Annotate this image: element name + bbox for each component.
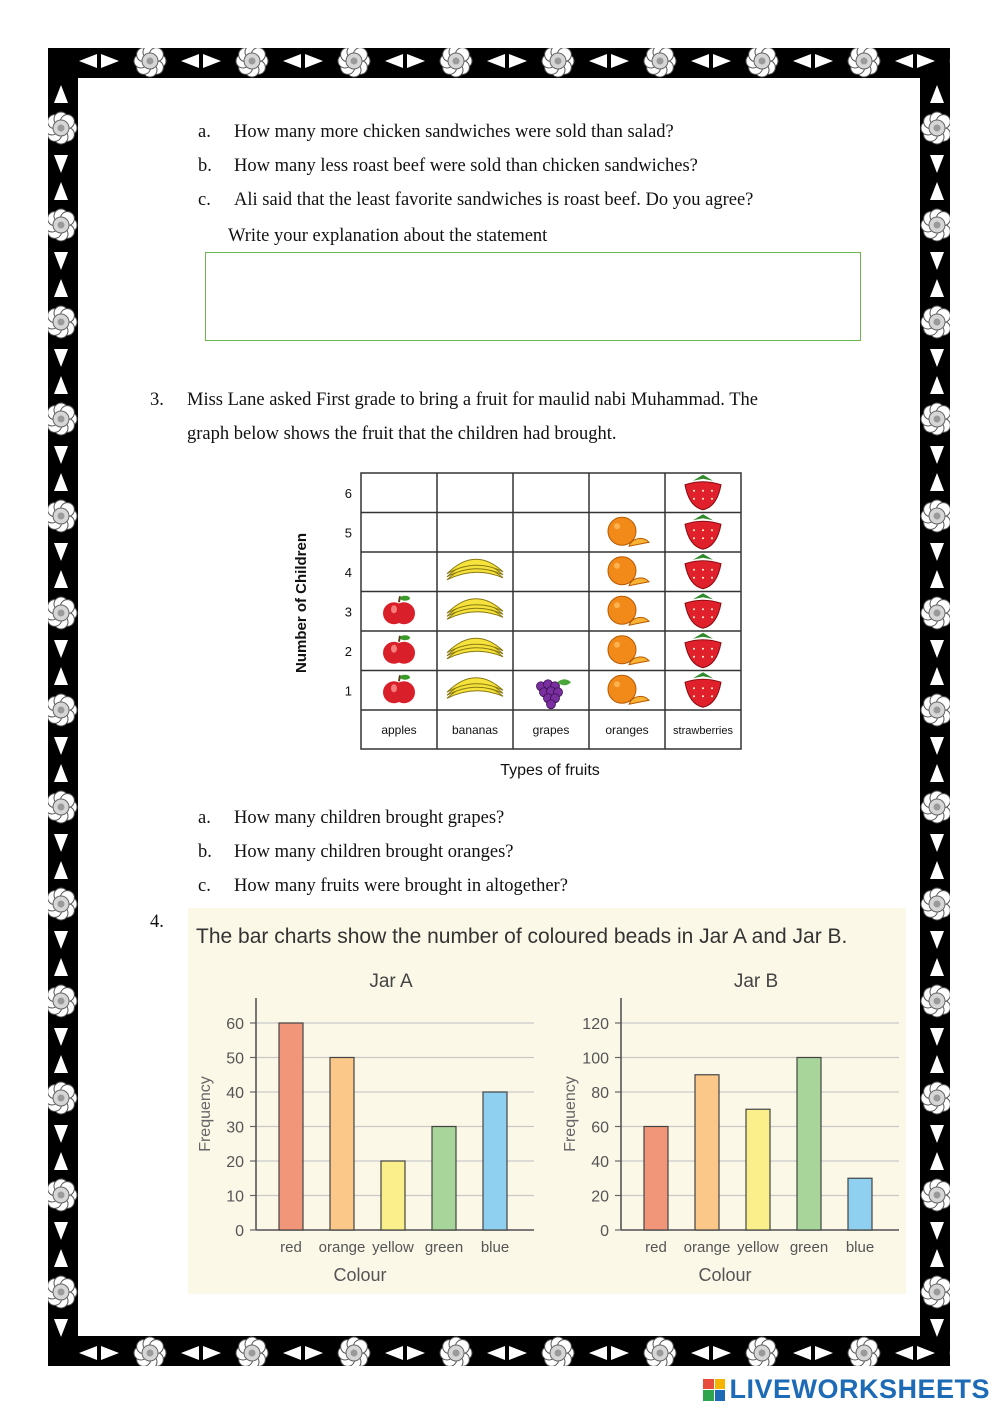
border-flower-icon [338,48,370,77]
border-arrow-icon [611,54,629,68]
border-arrow-icon [203,54,221,68]
border-arrow-icon [917,54,935,68]
bar-chart-title: Jar B [733,971,779,992]
border-flower-icon [134,1337,166,1366]
border-arrow-icon [930,155,944,173]
border-arrow-icon [930,279,944,297]
bead-charts-caption: The bar charts show the number of coloured beads in Jar A and Jar B. [196,925,848,948]
bar-green [432,1127,456,1231]
y-tick-label: 0 [600,1223,609,1240]
border-flower-icon [848,48,880,77]
border-arrow-icon [54,473,68,491]
pictograph-ylabel: Number of Children [293,532,310,674]
border-arrow-icon [54,640,68,658]
border-arrow-icon [930,737,944,755]
border-arrow-icon [305,54,323,68]
border-flower-icon [48,1179,77,1211]
pictograph-category-label: grapes [532,723,570,737]
border-arrow-icon [589,54,607,68]
bar-chart-title: Jar A [369,971,413,992]
border-arrow-icon [930,834,944,852]
pictograph-category-label: oranges [605,723,649,737]
x-category-label: green [424,1239,464,1256]
border-flower-icon [48,1276,77,1308]
pictograph-category-label: strawberries [673,725,733,737]
border-arrow-icon [54,1125,68,1143]
explanation-prompt: Write your explanation about the statement [228,226,548,246]
border-arrow-icon [509,54,527,68]
border-flower-icon [134,48,166,77]
border-arrow-icon [930,1222,944,1240]
border-flower-icon [921,888,950,920]
border-flower-icon [921,1276,950,1308]
border-arrow-icon [54,543,68,561]
bar-yellow [381,1161,405,1230]
border-arrow-icon [930,1055,944,1073]
border-flower-icon [48,403,77,435]
bar-blue [483,1092,507,1230]
border-arrow-icon [930,1125,944,1143]
fruit-pictograph [280,465,760,785]
border-flower-icon [48,597,77,629]
x-category-label: blue [480,1239,510,1256]
border-flower-icon [542,1337,574,1366]
question-3-intro-line2: graph below shows the fruit that the children had brought. [187,424,617,444]
bar-red [644,1127,668,1231]
pictograph-y-tick: 5 [344,525,352,541]
border-arrow-icon [917,1346,935,1360]
y-tick-label: 0 [235,1223,244,1240]
border-arrow-icon [691,54,709,68]
border-arrow-icon [930,252,944,270]
pictograph-category-label: bananas [451,723,499,737]
border-arrow-icon [930,570,944,588]
y-tick-label: 60 [226,1016,244,1033]
pictograph-y-tick: 2 [344,643,352,659]
x-category-label: red [280,1239,302,1256]
x-category-label: orange [318,1239,366,1256]
border-arrow-icon [54,85,68,103]
border-arrow-icon [385,1346,403,1360]
border-flower-icon [48,112,77,144]
bar-green [797,1058,821,1231]
border-flower-icon [644,48,676,77]
border-arrow-icon [203,1346,221,1360]
question-2c: c. Ali said that the least favorite sandwiches is roast beef. Do you agree? [198,190,754,210]
border-arrow-icon [930,446,944,464]
border-arrow-icon [589,1346,607,1360]
pictograph-y-tick: 1 [344,683,352,699]
border-arrow-icon [930,861,944,879]
pictograph-y-tick: 6 [344,485,352,501]
border-arrow-icon [283,54,301,68]
explanation-answer-box[interactable] [205,252,861,341]
border-arrow-icon [611,1346,629,1360]
border-arrow-icon [54,1249,68,1267]
y-tick-label: 120 [582,1016,609,1033]
border-arrow-icon [54,182,68,200]
border-arrow-icon [930,640,944,658]
border-arrow-icon [54,1028,68,1046]
border-arrow-icon [895,1346,913,1360]
border-flower-icon [48,306,77,338]
y-tick-label: 50 [226,1050,244,1068]
border-arrow-icon [930,931,944,949]
border-flower-icon [746,1337,778,1366]
y-tick-label: 20 [226,1154,244,1171]
border-arrow-icon [79,54,97,68]
liveworksheets-logo-icon [703,1379,725,1401]
border-arrow-icon [54,155,68,173]
border-arrow-icon [930,1249,944,1267]
border-arrow-icon [181,1346,199,1360]
border-flower-icon [921,403,950,435]
border-flower-icon [644,1337,676,1366]
border-arrow-icon [487,54,505,68]
x-category-label: yellow [372,1239,414,1256]
border-arrow-icon [54,1152,68,1170]
border-arrow-icon [407,1346,425,1360]
question-3c: c. How many fruits were brought in altogether? [198,876,568,896]
border-flower-icon [921,306,950,338]
question-2a: a. How many more chicken sandwiches were sold than salad? [198,122,674,142]
border-arrow-icon [305,1346,323,1360]
pictograph-xlabel: Types of fruits [500,762,600,779]
border-arrow-icon [930,1319,944,1337]
border-arrow-icon [713,1346,731,1360]
x-category-label: red [645,1239,667,1256]
border-arrow-icon [407,54,425,68]
border-flower-icon [48,1082,77,1114]
border-arrow-icon [54,1055,68,1073]
bar-orange [330,1058,354,1231]
y-tick-label: 80 [591,1085,609,1102]
border-flower-icon [921,1179,950,1211]
border-arrow-icon [930,473,944,491]
pictograph-category-label: apples [381,723,417,737]
bead-bar-charts [188,908,906,1294]
border-arrow-icon [895,54,913,68]
question-3-intro-line1: Miss Lane asked First grade to bring a fruit for maulid nabi Muhammad. The [187,390,758,410]
border-flower-icon [921,985,950,1017]
question-3b: b. How many children brought oranges? [198,842,514,862]
border-flower-icon [921,694,950,726]
pictograph-y-tick: 3 [344,604,352,620]
y-tick-label: 40 [226,1085,244,1102]
border-flower-icon [746,48,778,77]
border-arrow-icon [101,1346,119,1360]
border-arrow-icon [793,1346,811,1360]
y-tick-label: 100 [582,1050,609,1068]
border-flower-icon [921,791,950,823]
border-arrow-icon [930,764,944,782]
border-arrow-icon [713,54,731,68]
question-2b: b. How many less roast beef were sold than chicken sandwiches? [198,156,698,176]
border-arrow-icon [54,834,68,852]
border-flower-icon [48,500,77,532]
border-arrow-icon [54,958,68,976]
y-tick-label: 10 [226,1188,244,1206]
border-flower-icon [48,985,77,1017]
border-arrow-icon [54,349,68,367]
x-axis-label: Colour [698,1265,752,1285]
x-axis-label: Colour [333,1265,387,1285]
border-arrow-icon [815,54,833,68]
y-axis-label: Frequency [562,1076,579,1152]
border-arrow-icon [930,667,944,685]
bar-blue [848,1178,872,1230]
border-flower-icon [921,112,950,144]
border-flower-icon [236,48,268,77]
y-tick-label: 60 [591,1119,609,1137]
question-3a: a. How many children brought grapes? [198,808,505,828]
border-arrow-icon [815,1346,833,1360]
border-flower-icon [921,500,950,532]
border-arrow-icon [101,54,119,68]
border-arrow-icon [54,931,68,949]
border-arrow-icon [54,279,68,297]
border-flower-icon [921,597,950,629]
border-arrow-icon [487,1346,505,1360]
bar-yellow [746,1109,770,1230]
border-arrow-icon [930,1152,944,1170]
border-arrow-icon [509,1346,527,1360]
border-arrow-icon [930,543,944,561]
border-arrow-icon [930,349,944,367]
border-flower-icon [921,1082,950,1114]
border-arrow-icon [283,1346,301,1360]
border-arrow-icon [54,764,68,782]
border-arrow-icon [54,252,68,270]
border-arrow-icon [54,1222,68,1240]
x-category-label: orange [683,1239,731,1256]
border-arrow-icon [691,1346,709,1360]
bar-red [279,1023,303,1230]
x-category-label: yellow [737,1239,779,1256]
border-arrow-icon [54,737,68,755]
border-arrow-icon [385,54,403,68]
y-tick-label: 30 [226,1119,244,1137]
border-arrow-icon [54,667,68,685]
border-flower-icon [542,48,574,77]
border-flower-icon [848,1337,880,1366]
y-tick-label: 40 [591,1154,609,1171]
border-flower-icon [48,791,77,823]
question-3-number: 3. [150,390,164,410]
border-flower-icon [338,1337,370,1366]
x-category-label: blue [845,1239,875,1256]
border-arrow-icon [54,1319,68,1337]
question-4-number: 4. [150,912,164,932]
border-flower-icon [48,209,77,241]
border-arrow-icon [930,1028,944,1046]
border-arrow-icon [930,376,944,394]
border-arrow-icon [930,958,944,976]
border-arrow-icon [54,446,68,464]
border-flower-icon [440,48,472,77]
liveworksheets-logo-text: LIVEWORKSHEETS [729,1374,990,1404]
bar-orange [695,1075,719,1230]
border-flower-icon [236,1337,268,1366]
border-arrow-icon [54,570,68,588]
y-axis-label: Frequency [197,1076,214,1152]
bead-charts-panel [188,908,906,1294]
liveworksheets-logo [703,1374,990,1405]
border-flower-icon [440,1337,472,1366]
border-arrow-icon [930,85,944,103]
border-arrow-icon [79,1346,97,1360]
pictograph-y-tick: 4 [344,564,352,580]
x-category-label: green [789,1239,829,1256]
border-flower-icon [48,888,77,920]
border-arrow-icon [930,182,944,200]
border-arrow-icon [54,376,68,394]
border-flower-icon [921,209,950,241]
border-arrow-icon [793,54,811,68]
border-arrow-icon [181,54,199,68]
border-flower-icon [48,694,77,726]
border-arrow-icon [54,861,68,879]
y-tick-label: 20 [591,1188,609,1206]
